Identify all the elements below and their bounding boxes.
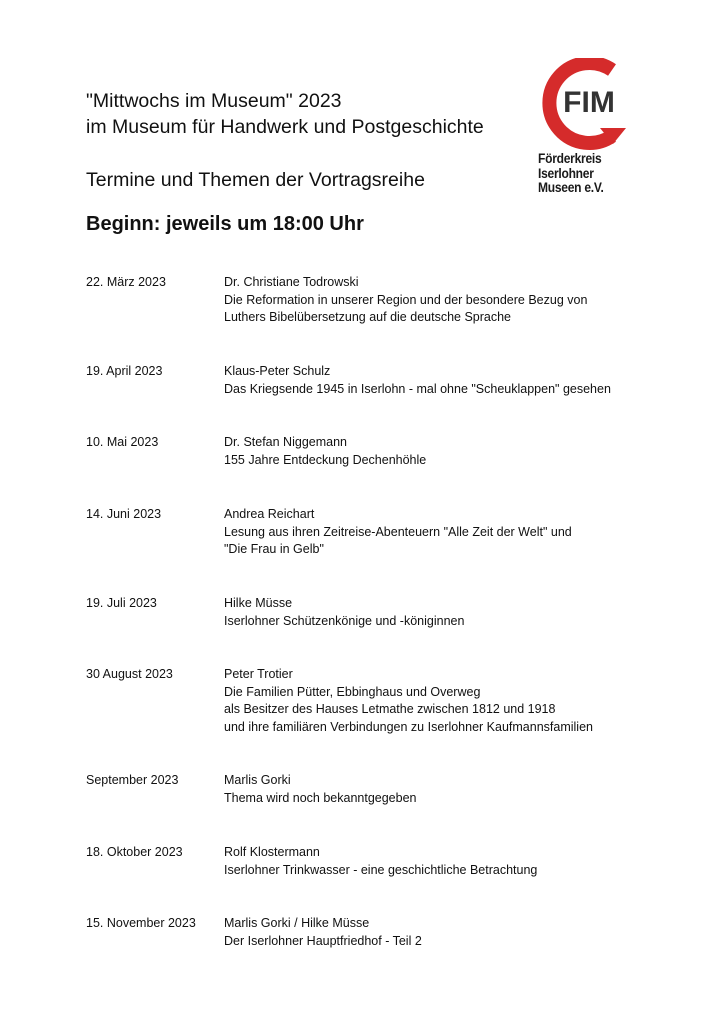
event-info bbox=[224, 434, 694, 469]
event-speaker: Marlis Gorki / Hilke Müsse bbox=[224, 916, 370, 930]
event-info bbox=[224, 595, 694, 630]
event-date: 19. Juli 2023 bbox=[86, 596, 157, 610]
event-topic-line: 155 Jahre Entdeckung Dechenhöhle bbox=[224, 452, 427, 467]
event-topic-line: Iserlohner Trinkwasser - eine geschichtliche Betrachtung bbox=[224, 862, 538, 877]
event-date: 10. Mai 2023 bbox=[86, 435, 159, 449]
event-date: 14. Juni 2023 bbox=[86, 507, 162, 521]
event-topic-line: "Die Frau in Gelb" bbox=[224, 542, 324, 556]
event-date: 19. April 2023 bbox=[86, 364, 163, 378]
start-time-note: Beginn: jeweils um 18:00 Uhr bbox=[86, 213, 364, 235]
event-info bbox=[224, 844, 694, 879]
event-info bbox=[224, 506, 694, 559]
event-info bbox=[224, 274, 694, 327]
event-date: 30 August 2023 bbox=[86, 667, 173, 681]
event-topic-line: als Besitzer des Hauses Letmathe zwischen 1812 und 1918 bbox=[224, 702, 556, 716]
event-topic-line: Iserlohner Schützenkönige und -königinnen bbox=[224, 613, 465, 628]
event-speaker: Klaus-Peter Schulz bbox=[224, 364, 331, 378]
logo-text-line-2: Iserlohner bbox=[538, 164, 594, 181]
event-speaker: Rolf Klostermann bbox=[224, 845, 320, 859]
event-date: 22. März 2023 bbox=[86, 275, 166, 289]
event-date: 18. Oktober 2023 bbox=[86, 845, 183, 859]
logo-acronym: FIM bbox=[563, 86, 615, 119]
event-topic-line: Luthers Bibelübersetzung auf die deutsche Sprache bbox=[224, 310, 511, 324]
document-header bbox=[86, 88, 526, 237]
event-info bbox=[224, 363, 694, 398]
event-topic-line: und ihre familiären Verbindungen zu Iserlohner Kaufmannsfamilien bbox=[224, 719, 593, 734]
event-date: September 2023 bbox=[86, 773, 179, 787]
title-line-1: "Mittwochs im Museum" 2023 bbox=[86, 90, 342, 112]
event-info bbox=[224, 915, 694, 950]
event-topic-line: Das Kriegsende 1945 in Iserlohn - mal ohne "Scheuklappen" gesehen bbox=[224, 381, 611, 396]
title-line-2: im Museum für Handwerk und Postgeschichte bbox=[86, 116, 484, 138]
event-speaker: Dr. Christiane Todrowski bbox=[224, 275, 359, 289]
event-speaker: Dr. Stefan Niggemann bbox=[224, 435, 347, 449]
logo-text bbox=[538, 151, 604, 195]
event-speaker: Hilke Müsse bbox=[224, 596, 293, 610]
event-topic-line: Thema wird noch bekanntgegeben bbox=[224, 790, 417, 805]
event-topic-line: Lesung aus ihren Zeitreise-Abenteuern "Alle Zeit der Welt" und bbox=[224, 524, 572, 539]
event-info bbox=[224, 666, 694, 736]
event-speaker: Andrea Reichart bbox=[224, 507, 315, 521]
logo-text-line-1: Förderkreis bbox=[538, 150, 602, 166]
logo-text-line-3: Museen e.V. bbox=[538, 179, 604, 195]
event-topic-line: Die Reformation in unserer Region und der besondere Bezug von bbox=[224, 292, 588, 307]
event-speaker: Marlis Gorki bbox=[224, 773, 291, 787]
subtitle: Termine und Themen der Vortragsreihe bbox=[86, 169, 425, 191]
event-date: 15. November 2023 bbox=[86, 916, 196, 930]
event-topic-line: Die Familien Pütter, Ebbinghaus und Overweg bbox=[224, 684, 481, 699]
event-info bbox=[224, 772, 694, 807]
event-speaker: Peter Trotier bbox=[224, 667, 293, 681]
event-topic-line: Der Iserlohner Hauptfriedhof - Teil 2 bbox=[224, 933, 422, 948]
